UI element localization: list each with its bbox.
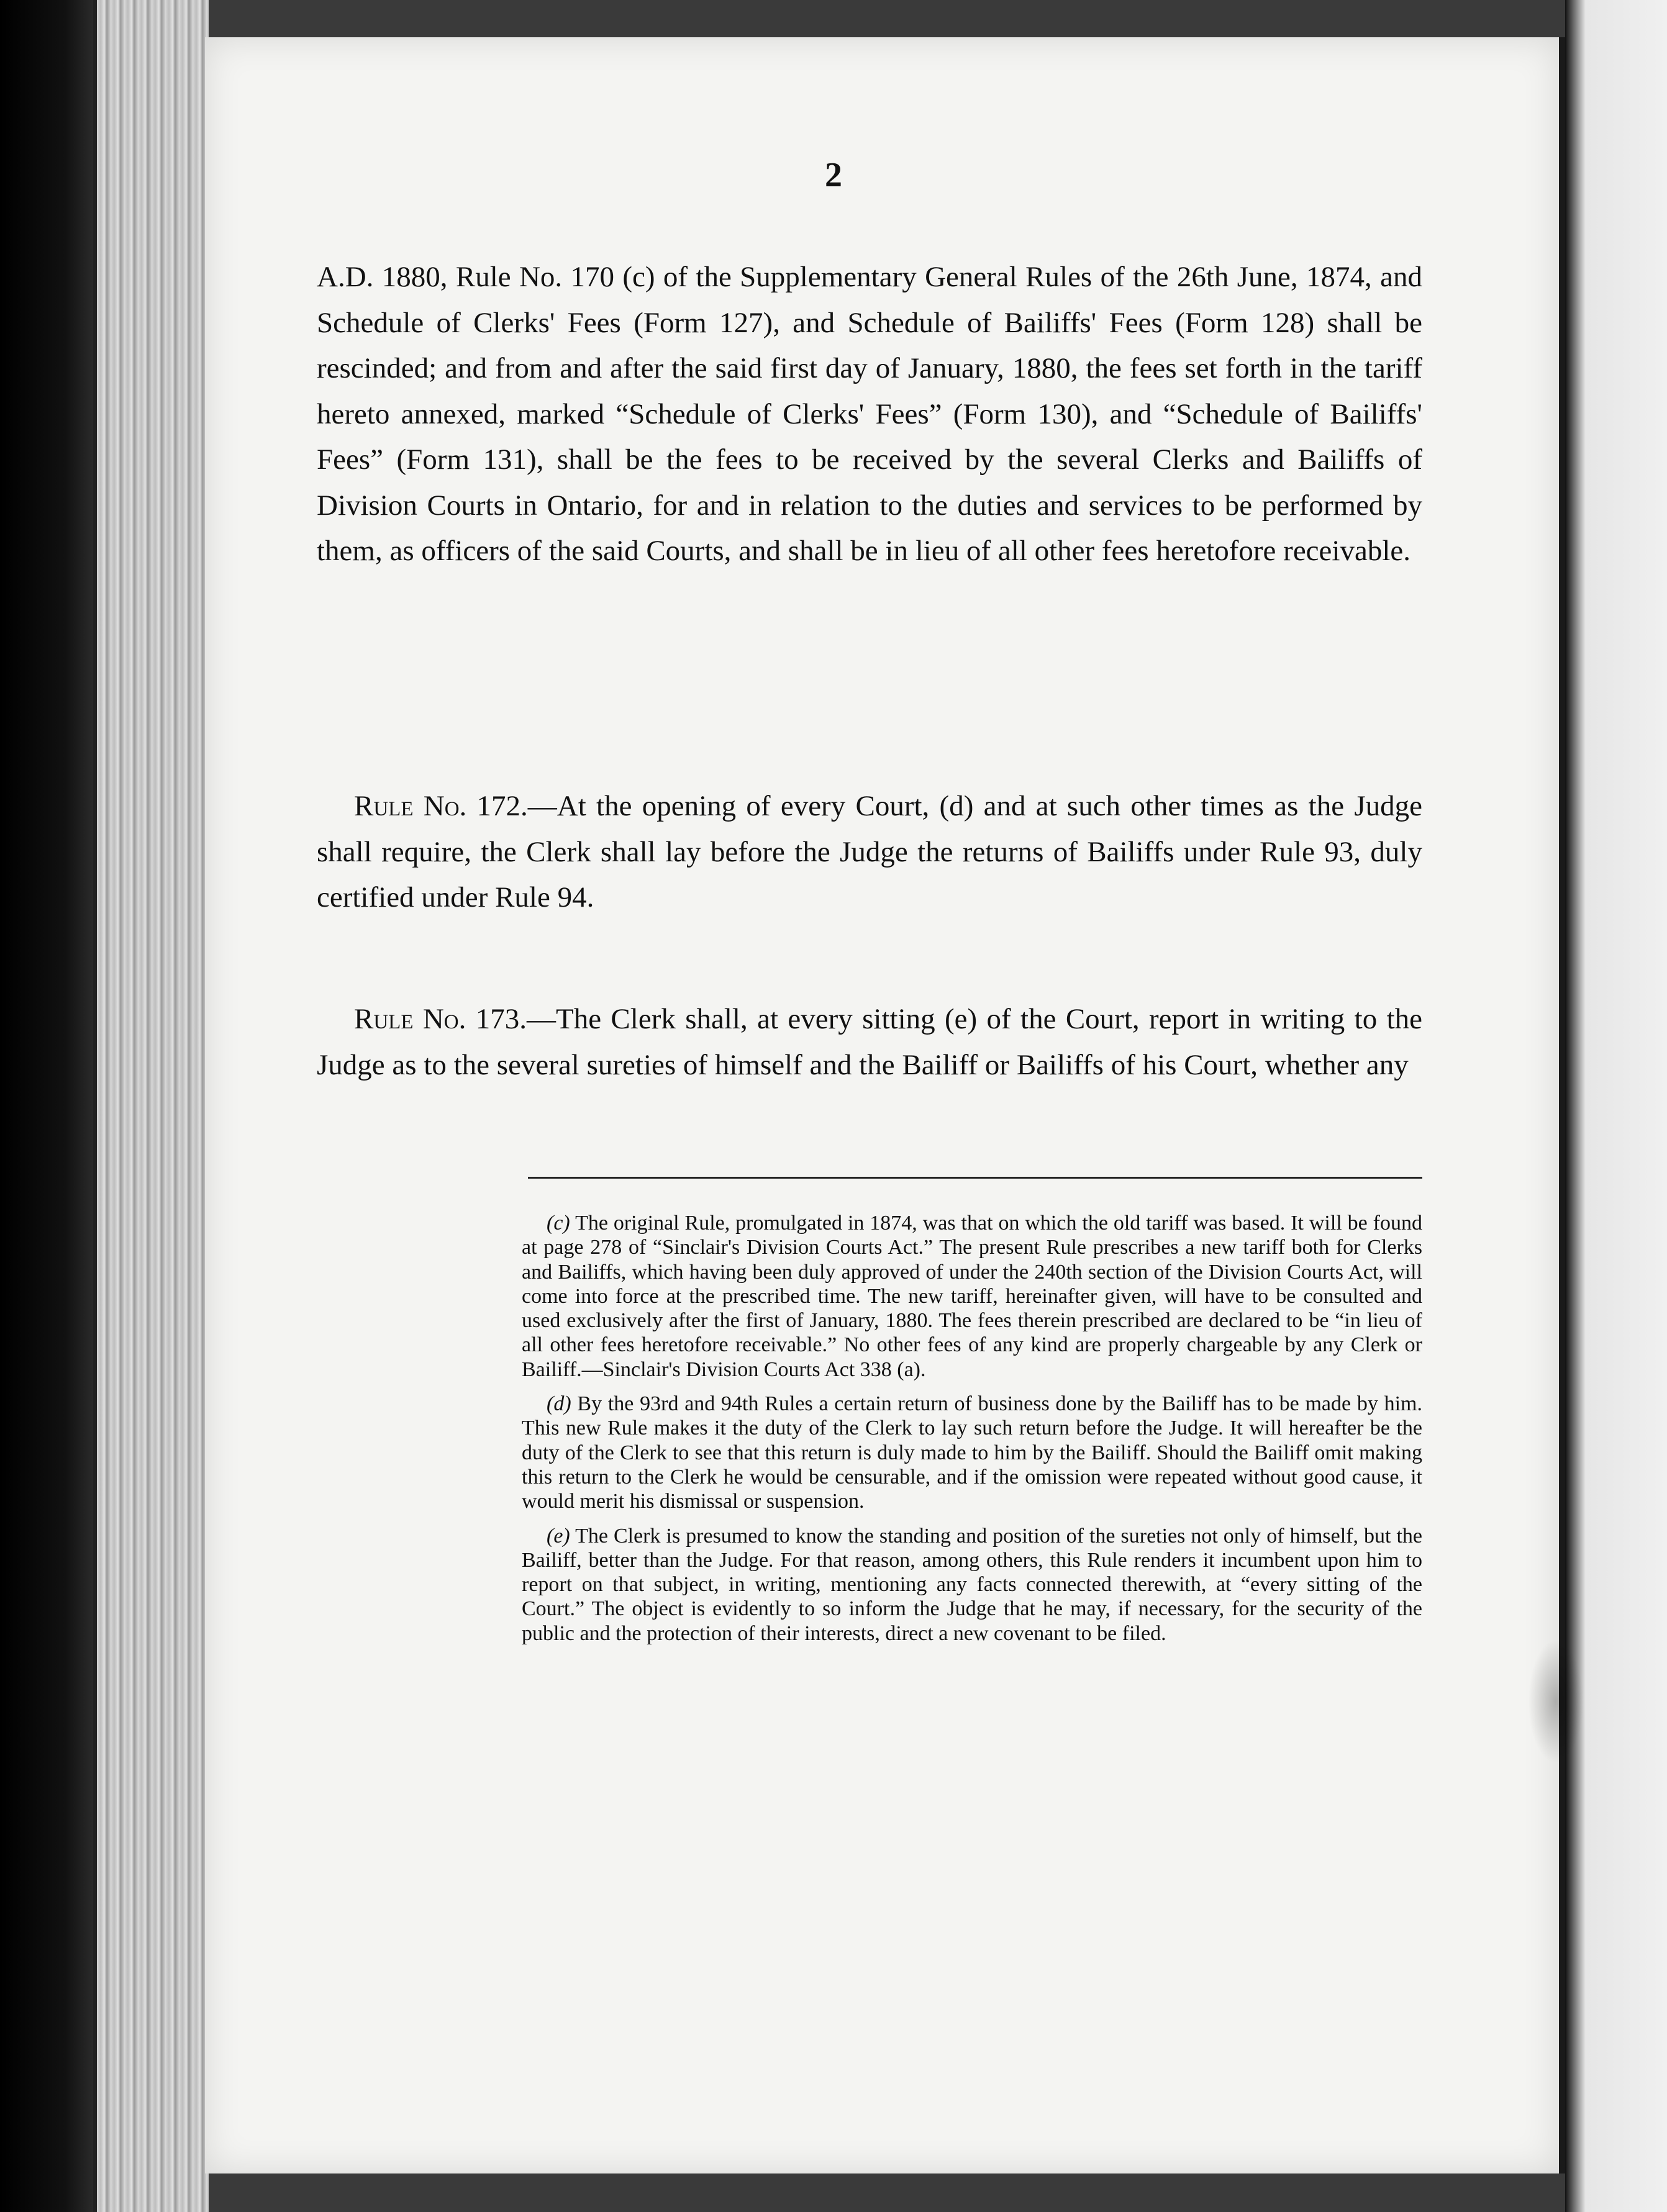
page-number: 2 [825,156,842,194]
main-paragraph [317,255,1422,574]
rule-172-body [317,784,1422,921]
footnote-e-text: The Clerk is presumed to know the standing and position of the sureties not only of himself, but the Bailiff, better than the Judge. For that reason, among others, this Rule renders it incumbent upon him to report on that subject, in writing, mentioning any facts connected therewith, at “every sitting of the Court.” The object is evidently to so inform the Judge that he may, if necessary, for the security of the public and the protection of their interests, direct a new covenant to be filed. [522,1524,1422,1645]
footnote-d-text: By the 93rd and 94th Rules a certain return of business done by the Bailiff has to be made by him. This new Rule makes it the duty of the Clerk to lay such return before the Judge. It will hereafter be the duty of the Clerk to see that this return is duly made to him by the Bailiff. Should the Bailiff omit making this return to the Clerk he would be censurable, and if the omission were repeated without good cause, it would merit his dismissal or suspension. [522,1392,1422,1513]
footnotes [522,1211,1422,1656]
footnote-divider [528,1177,1422,1179]
main-paragraph-text: A.D. 1880, Rule No. 170 (c) of the Supplementary General Rules of the 26th June, 1874, and Schedule of Clerks' Fees (Form 127), and Schedule of Bailiffs' Fees (Form 128) shall be rescinded; and from and after the said first day of January, 1880, the fees set forth in the tariff hereto annexed, marked “Schedule of Clerks' Fees” (Form 130), and “Schedule of Bailiffs' Fees” (Form 131), shall be the fees to be received by the several Clerks and Bailiffs of Division Courts in Ontario, for and in relation to the duties and services to be performed by them, as officers of the said Courts, and shall be in lieu of all other fees heretofore receivable. [317,261,1422,567]
rule-172-heading: Rule No. 172. [354,790,528,822]
scan-border-right [1565,0,1667,2212]
footnote-c [522,1211,1422,1382]
footnote-e-marker: (e) [547,1524,570,1548]
book-binding-edge [93,0,209,2212]
rule-173-text: —The Clerk shall, at every sitting (e) of the Court, report in writing to the Judge as to the several sureties of himself and the Bailiff or Bailiffs of his Court, whether any [317,1003,1422,1081]
scan-smudge [1528,1639,1584,1764]
footnote-d [522,1392,1422,1513]
rule-173-heading: Rule No. 173. [354,1003,527,1035]
footnote-c-text: The original Rule, promulgated in 1874, was that on which the old tariff was based. It will be found at page 278 of “Sinclair's Division Courts Act.” The present Rule prescribes a new tariff both for Clerks and Bailiffs, which having been duly approved of under the 240th section of the Division Courts Act, will come into force at the prescribed time. The new tariff, hereinafter given, will have to be consulted and used exclusively after the first of January, 1880. The fees therein prescribed are declared to be “in lieu of all other fees heretofore receivable.” No other fees of any kind are properly chargeable by any Clerk or Bailiff.—Sinclair's Division Courts Act 338 (a). [522,1212,1422,1381]
footnote-e [522,1524,1422,1646]
footnote-d-marker: (d) [547,1392,571,1416]
rule-173-body [317,997,1422,1088]
scan-border-left [0,0,93,2212]
rule-173-paragraph [317,997,1422,1088]
rule-172-text: —At the opening of every Court, (d) and at such other times as the Judge shall require, the Clerk shall lay before the Judge the returns of Bailiffs under Rule 93, duly certified under Rule 94. [317,790,1422,913]
rule-172-paragraph [317,784,1422,921]
footnote-c-marker: (c) [547,1212,570,1235]
